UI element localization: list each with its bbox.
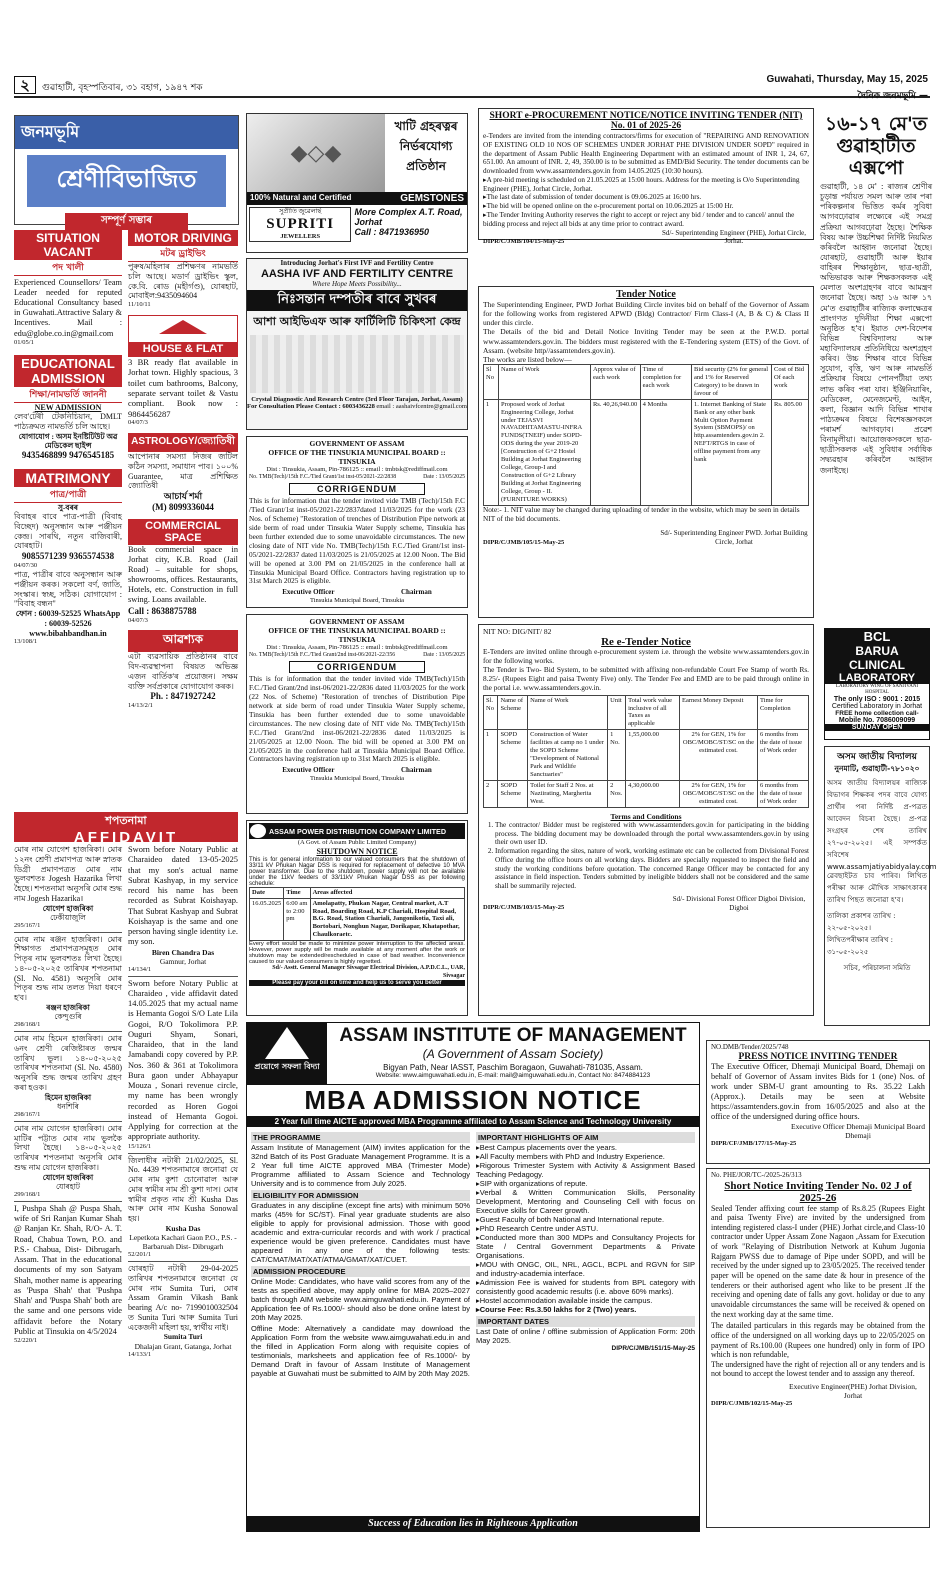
corr-sig-eo: Executive Officer bbox=[282, 766, 335, 775]
list-item: 1. The contractor/ Bidder must be registered with www.assamtenders.gov.in for participating in the bidding process. The bidding document may be downloaded through the portal www.assamtenders.gov.in by using their own user ID. bbox=[495, 821, 809, 847]
snit-body3: The undersigned have the right of rejection all or any tenders and is not bound to accept the lowest tender and to asssign any thereof. bbox=[711, 1359, 925, 1379]
aim-proc-offline: Offline Mode: Alternatively a candidate may download the Application Form from the website www.aimguwahati.edu.in and the filled in Application Form along with requisite copies of testimonials, marksheets and application fee of Rs.1000/- by Demand Draft in favour of Assam Institute of Management payable at Guwahati must be submitted to AIM by 20th May 2025. bbox=[251, 1324, 470, 1378]
corr-address: Dist : Tinsukia, Assam, Pin-786125 :: email : tmbtsk@rediffmail.com bbox=[266, 644, 448, 652]
aim-logo bbox=[247, 1023, 327, 1084]
list-item: ▸ Hostel accommodation available inside the campus. bbox=[476, 1296, 695, 1305]
bcl-logo: BCL bbox=[825, 629, 929, 644]
header-date-assamese: গুৱাহাটী, বৃহস্পতিবাৰ, ৩১ বহাগ, ১৯৪৭ শক bbox=[42, 83, 203, 93]
situation-body: Experienced Counsellors/ Team Leader needed for reputed Educational Consultancy based in Guwahati.Attractive Salary & Incentives. Mail : edu@globe.co.in@gmail.com bbox=[14, 278, 122, 338]
classified-col-a bbox=[14, 230, 122, 790]
affidavit-body: Sworn before Notary Public at Charaideo , vide affidavit dated 14.05.2025 that my actual name is Hemanta Gogoi S/O Late Lila Gogoi, R/O Tokolimora P.P. Ouguri Shyam, Sonari, Charaideo, that in the land Jamabandi copy covered by P.P. Nos. 360 & 361 at Tokolimora Bura gaon under Abhayapur Mouza , Sonari revenue circle, my name has been wrongly recorded as Horen Gogoi instead of Hemanta Gogoi. Applying for correction at the appropriate authority. bbox=[128, 978, 238, 1142]
table-cell: 6 months from the date of issue of Work order bbox=[757, 780, 808, 807]
list-item: ▸ PhD Research Centre under ASTU. bbox=[476, 1224, 695, 1233]
classified-banner-sub: সম্পূৰ্ণ সম্ভাৰ bbox=[65, 213, 188, 230]
matrimony-code2: 13/108/1 bbox=[14, 638, 38, 646]
re-etender-notice bbox=[478, 624, 814, 1016]
affidavit-body: মোৰ নাম যোগেন হাজৰিকা। মোৰ মাটিৰ পট্টাত মোৰ নাম ভুলকৈ লিখা হৈছে। ১৪-০৫-২০২৫ তাৰিখৰ শপতনামা অনুসৰি মোৰ শুদ্ধ নাম যোগেন হাজৰিকা। bbox=[14, 1123, 122, 1172]
affidavit-code: 52/201/1 bbox=[128, 1251, 152, 1259]
pnit-body: The Executive Officer, Dhemaji Municipal Board, Dhemaji on behalf of Governor of Assam invites Bids for 1 (one) Nos. of work under SBM-U grant amounting to Rs. 35.22 Lakh (Approx.). Details may be seen at Website https://assamtenders.gov.in from 16/05/2025 and also at the office of the undersigned during office hours. bbox=[711, 1061, 925, 1121]
house-heading: HOUSE & FLAT bbox=[129, 342, 237, 356]
nit-body: e-Tenders are invited from the intending contractors/firms for execution of "REPAIRING AND RENOVATION OF EXISTING OLD 10 NOS OF SCHEMES UNDER JORHAT PHE DIVISION UNDER SOPD" required in the department of Assam Public Health Engineering Department with an estimated amount of INR 1, 24, 67, 651.00. An amount of INR. 2, 49, 350.00 is to be submitted as EMD/Bid Security. The tender documents can be downloaded from www.assamtenders.gov.in from 14.05.2025 (10:30 hours). bbox=[483, 132, 809, 176]
gems-brand: SUPRITI bbox=[266, 215, 335, 232]
corr-title: CORRIGENDUM bbox=[289, 661, 425, 673]
affidavit-banner bbox=[14, 812, 238, 846]
list-item: ▸ The Tender Inviting Authority reserves the right to accept or reject any bid / tender and to cancel/ annul the bidding process and reject all bids at any time prior to contract award. bbox=[483, 211, 809, 229]
affidavit-signature: Sumita Turi bbox=[163, 1332, 203, 1342]
table-cell: 6:00 am to 2:00 pm bbox=[284, 898, 310, 941]
bcl-cert: Certified Laboratory in Jorhat bbox=[831, 703, 923, 711]
expo-headline-2: গুৱাহাটীত bbox=[836, 135, 916, 157]
house-roof-icon bbox=[159, 320, 207, 334]
aim-name: ASSAM INSTITUTE OF MANAGEMENT bbox=[339, 1025, 687, 1046]
bcl-wing: LABORATORY WING OF SANJIVANI HOSPITAL bbox=[835, 684, 919, 696]
apdcl-col: Date bbox=[250, 887, 284, 898]
commercial-phone: Call : 8638875788 bbox=[128, 605, 197, 616]
aim-elig-heading: ELIGIBILITY FOR ADMISSION bbox=[251, 1190, 470, 1201]
list-item: ▸ The bid will be opened online on the e-procurement portal on 10.06.2025 at 15:00 Hr. bbox=[483, 202, 809, 211]
vidya-address: নুনমাটি, গুৱাহাটী-৭৮১০২০ bbox=[834, 764, 920, 773]
tn-col: Approx value of each work bbox=[590, 364, 640, 399]
table-cell: 6 months from the date of issue of Work order bbox=[757, 730, 808, 781]
pnit-signature: Executive Officer Dhemaji Municipal Board Dhemaji bbox=[791, 1121, 925, 1140]
affidavit-code: 14/133/1 bbox=[128, 1350, 152, 1358]
bcl-name-3: LABORATORY bbox=[825, 672, 929, 684]
ret-col: Name of Scheme bbox=[498, 695, 528, 730]
vidya-date-2: লিখিতপৰীক্ষাৰ তাৰিখ : ৩১-০৫-২০২৫ bbox=[827, 936, 894, 956]
ret-title: Re e-Tender Notice bbox=[601, 636, 691, 649]
affidavit-location: Lepetkota Kachari Gaon P.O., P.S. - Barbaruah Dist- Dibrugarh bbox=[129, 1233, 237, 1252]
apdcl-title: SHUTDOWN NOTICE bbox=[316, 846, 398, 856]
list-item: ▸ Admission Fee is waived for students from BPL category with consistently good academic results (i.e. above 60% marks). bbox=[476, 1278, 695, 1296]
gemstone-icon: ◆◇◆ bbox=[247, 114, 385, 192]
snit-body2: The datailed particulars in this regards may be obtained from the office of the undersigned on all working days up to 22/05/2025 on payment of Rs.100.00 (Rupees one hundred) only in form of IPO which is non refundable, bbox=[711, 1321, 925, 1360]
corr-sig-chair: Chairman bbox=[401, 766, 432, 775]
affidavit-title-en: AFFIDAVIT bbox=[73, 829, 179, 846]
aim-code: DIPR/C/JMB/151/15-May-25 bbox=[611, 1345, 695, 1352]
gems-gemstones: GEMSTONES bbox=[400, 193, 464, 204]
ivf-intro: Introducing Jorhat's First IVF and Fertility Centre bbox=[280, 259, 434, 267]
edu-phone: 9435468899 9476545185 bbox=[21, 450, 115, 461]
affidavit-item bbox=[14, 1124, 122, 1199]
classified-banner-title: শ্ৰেণীবিভাজিত bbox=[25, 153, 228, 209]
affidavit-body: মোৰ নাম হিমেন হাজৰিকা। মোৰ ৬নং শ্ৰেণী ৰেজিষ্টাৰত জন্মৰ তাৰিখ ভুল। ১৪-০৫-২০২৫ তাৰিখৰ শপতনামা (Sl. No. 4580) অনুসৰি শুদ্ধ জন্মৰ তাৰিখ গ্ৰহণ কৰা হওক। bbox=[14, 1034, 122, 1092]
table-cell: 2 Nos. bbox=[608, 780, 626, 807]
matrimony-phone: 9085571239 9365574538 bbox=[21, 551, 115, 562]
astro-name: আচাৰ্য শৰ্মা bbox=[163, 491, 203, 501]
ivf-ad bbox=[246, 258, 468, 430]
apdcl-note: Every effort would be made to minimize power interruption to the affected areas. However, power supply will be made available at any moment after the work or shutdown may be extended/rescheduled in case of bad weather. Inconvenience caused to our valued consumers is highly regretted. bbox=[249, 941, 465, 966]
table-row bbox=[484, 399, 809, 505]
table-cell: Construction of Water facilities at camp no 1 under the SOPD Scheme "Development of National Park and Wildlife Sanctuaries" bbox=[528, 730, 608, 781]
page-header bbox=[14, 74, 930, 101]
bcl-name-1: BARUA bbox=[825, 644, 929, 658]
affidavit-body: যোৰহাট নটাৰী 29-04-2025 তাৰিখৰ শপতনামাৰে জনোৱা যে মোৰ নাম Sumita Turi, মোৰ Assam Gramin Vikash Bank bearing A/c no- 7199010032504 ত Sunita Turi আৰু Sumita Turi একেজনী মহিলা হয়, স্বাৰ্থীয় নাই। bbox=[128, 1264, 238, 1332]
affidavit-code: 295/167/1 bbox=[14, 921, 41, 929]
house-code: 04/07/3 bbox=[128, 419, 148, 427]
apdcl-body: This is for general information to our valued consumers that the shutdown of 33/11 kV Phukan Nagar DSS is required for replacement of defective 10 MVA power transformer. Due to the shutdown, power supply will not be available under the 11kV feeders of 33/11kV Phukan Nagar DSS as per following schedule: bbox=[249, 856, 465, 887]
table-cell: 1 bbox=[484, 730, 498, 781]
tn-col: Cost of Bid Of each work bbox=[772, 364, 809, 399]
aim-prog-body: Assam Institute of Management (AIM) invites application for the 32nd Batch of its Post Graduate Management Programme. It is a 2 Year full time AICTE approved MBA (Trimester Mode) Programme affiliated to Assam Science and Technology University and is to commence from July 2025. bbox=[251, 1143, 470, 1188]
ivf-contact: For Consultation Please Contact : 6003436228 bbox=[247, 403, 375, 411]
list-item: ▸ Best Campus placements over the years. bbox=[476, 1143, 695, 1152]
affidavit-location: Dhalajan Grant, Gatanga, Jorhat bbox=[134, 1341, 232, 1351]
astro-heading: ASTROLOGY/জ্যোতিষী bbox=[128, 433, 238, 452]
snit-signature: Executive Engineer(PHE) Jorhat Division, Jorhat bbox=[789, 1382, 917, 1401]
corr-sig-chair: Chairman bbox=[401, 588, 432, 597]
table-cell: 2% for GEN, 1% for OBC/MOBC/ST/SC on the estimated cost. bbox=[680, 730, 758, 781]
motor-sub: মটৰ ড্ৰাইভিং bbox=[128, 246, 238, 262]
apdcl-table bbox=[249, 887, 465, 942]
matrimony-subhead: সু-বৰৰ bbox=[57, 503, 79, 513]
affidavit-signature: ৰঞ্জন হাজৰিকা bbox=[46, 1002, 90, 1012]
pnit-no: NO.DMB/Tender/2025/748 bbox=[711, 1043, 789, 1051]
gems-phone: Call : 8471936950 bbox=[354, 227, 430, 237]
table-cell: 1. Internet Banking of State Bank or any other bank Multi Option Payment System (SBMOPS)/ on http.assamtenders.gov.in 2. NEFT/RTGS in case of offline payment from any bank bbox=[692, 399, 772, 505]
table-cell: Rs. 40,26,940.00 bbox=[590, 399, 640, 505]
affidavit-body: মোৰ নাম ৰঞ্জন হাজৰিকা। মোৰ শিক্ষাগত প্ৰমাণপত্ৰসমূহত মোৰ পিতৃৰ নাম ভুলবশতঃ লিখা হৈছে। ১৪-০৫-২০২৫ তাৰিখৰ শপতনামা (Sl. No. 4581) অনুসৰি মোৰ পিতৃৰ শুদ্ধ নাম তলত দিয়া ধৰণে হ'ব। bbox=[14, 934, 122, 1003]
classified-col-b bbox=[128, 230, 238, 790]
affidavit-body: Sworn before Notary Public at Charaideo dated 13-05-2025 that my son's actual name Subrat Kashyap, in my service record his name has been recorded as Subrat Koishayap. That Subrat Kashyap and Subrat Koishayap is the same and one person having single identity i.e. my son. bbox=[128, 845, 238, 947]
ivf-tagline: Where Hope Meets Possibility... bbox=[312, 279, 402, 288]
table-cell: 1,55,000.00 bbox=[626, 730, 680, 781]
apdcl-signature: Sd/- Asstt. General Manager Sivsagar Electrical Division, A.P.D.C.L., UAR, Sivsagar bbox=[272, 965, 465, 979]
affidavit-code: 298/167/1 bbox=[14, 1110, 41, 1118]
affidavit-signature: Biren Chandra Das bbox=[151, 947, 215, 957]
affidavit-body: জিলাধীৰ নটাৰী 21/02/2025, Sl. No. 4439 শপতনামাৰে জনোৱা যে মোৰ নাম কুশা চোনোৱাল আৰু মোৰ স্বামীৰ নাম শ্ৰী কুশা দাস। মোৰ স্বামীৰ প্ৰকৃত নাম শ্ৰী Kusha Das আৰু মোৰ নাম Kusha Sonowal হয়। bbox=[128, 1155, 238, 1224]
need-heading: আৱশ্যক bbox=[128, 630, 238, 652]
ivf-headline: নিঃসন্তান দম্পতীৰ বাবে সুখবৰ bbox=[247, 290, 467, 311]
expo-news bbox=[820, 113, 932, 613]
gems-brand-sub: JEWELLERS bbox=[280, 232, 321, 240]
list-item: ▸ Conducted more than 300 MDPs and Consultancy Projects for State / Central Government Departments & Private Organisations. bbox=[476, 1233, 695, 1260]
affidavit-item bbox=[14, 1034, 122, 1119]
gems-tag-as: সুপ্ৰীতি জুৱেলাৰ্ছ bbox=[279, 208, 322, 215]
aim-address: Bigyan Path, Near IASST, Paschim Boragaon, Guwahati-781035, Assam. bbox=[383, 1063, 643, 1072]
corrigendum-2 bbox=[246, 614, 468, 814]
snit-body: Sealed Tender affixing court fee stamp of Rs.8.25 (Rupees Eight and paisa Twenty Five) are invited by the undersigned from intending registered class-I under (PHE) Jorhat circle,and Class-10 contractor under Upper Assam Zone Nagaon ,Assam for Execution of work "Relaying of Distribution Network at Kuhum Jugonia Rajgarn PWSS due to damage of Pipe under SOPD, and will be received by the under signed up to 23/05/2025. The received tender paper will be opened on the same date & hour in presence of the tenderers or their authorised agent who like to be present .If the receiving and opening date of falls any govt. holiday or due to any unavoidable circumstances the same will be received & opened on the next working day at the same time. bbox=[711, 1203, 925, 1319]
gems-tagline: খাটি গ্ৰহৰত্নৰ নিৰ্ভৰযোগ্য প্ৰতিষ্ঠান bbox=[394, 119, 458, 173]
aim-footer: Success of Education lies in Righteous Application bbox=[247, 1516, 699, 1531]
commercial-heading: COMMERCIAL SPACE bbox=[128, 519, 238, 545]
house-body: 3 BR ready flat available in Jorhat town. Highly spacious, 3 toilet cum bathrooms, Balcony, separate servant toilet & Vastu compliant. Book now : 9864456287 bbox=[128, 356, 238, 419]
matrimony-code: 04/07/30 bbox=[14, 562, 38, 570]
tn-body: The Superintending Engineer, PWD Jorhat Building Circle invites bid on behalf of the Governor of Assam for the following works from registered APWD (Bldg) Contractor/ Firm Class-I (A, B & C) & Class II under this circle. bbox=[483, 300, 809, 328]
astro-phone: (M) 8099336044 bbox=[152, 501, 214, 512]
tn-col: Time of completion for each work bbox=[640, 364, 691, 399]
list-item: ▸ Guest Faculty of both National and International repute. bbox=[476, 1215, 695, 1224]
page-number: ২ bbox=[14, 76, 36, 94]
affidavit-location: Gamnur, Jorhat bbox=[159, 956, 207, 966]
corr-board: Tinsukia Municipal Board, Tinsukia bbox=[309, 774, 405, 782]
aim-web: Website: www.aimguwahati.edu.in, E-mail: mail@aimguwahati.edu.in, Contact No: 8474884123 bbox=[375, 1072, 651, 1079]
affidavit-item bbox=[128, 1156, 238, 1260]
astro-body: আপোনাৰ সমস্যা নিজৰ জটিল কঠিন সমস্যা, সমাধান পাব। ১০০% Guarantee, মাত্ৰ প্ৰশিক্ষিত জ্যোতিষী bbox=[128, 452, 238, 491]
table-cell: 16.05.2025 bbox=[250, 898, 284, 941]
nit-signature: Sd/- Superintending Engineer (PHE), Jorhat Circle, Jorhat. bbox=[661, 228, 807, 246]
situation-sub: পদ খালী bbox=[14, 260, 122, 276]
edu-contact: যোগাযোগ : অসম ইনষ্টিটিউট অৱ মেডিকেল ছাইন্স bbox=[18, 431, 118, 450]
ret-col: Earnest Money Deposit bbox=[680, 695, 758, 730]
affidavit-code: 14/134/1 bbox=[128, 965, 152, 973]
commercial-body: Book commercial space in Jorhat city, K.B. Road (Jail Road) – suitable for shops, showrooms, offices. Restaurants, Hotels, etc. Construction in full swing. Loans available. bbox=[128, 544, 238, 605]
corr-board: Tinsukia Municipal Board, Tinsukia bbox=[309, 596, 405, 604]
header-date-english: Guwahati, Thursday, May 15, 2025 bbox=[766, 74, 928, 85]
edu-sub: শিক্ষা/নামভৰ্তি জাননী bbox=[14, 387, 122, 403]
corrigendum-1 bbox=[246, 436, 468, 608]
classified-banner bbox=[14, 115, 239, 225]
affidavit-location: ঢেকীয়াজুলি bbox=[50, 912, 86, 922]
affidavit-col-left bbox=[14, 845, 122, 1525]
bcl-name-2: CLINICAL bbox=[825, 658, 929, 672]
aim-highlights bbox=[476, 1143, 695, 1314]
list-item: ▸ Course Fee: Rs.3.50 lakhs for 2 (Two) years. bbox=[476, 1305, 695, 1314]
affidavit-location: ধনশিৰি bbox=[57, 1101, 79, 1111]
aim-dates: Last Date of online / offline submission of Application Form: 20th May 2025. bbox=[476, 1327, 695, 1345]
affidavit-body: মোৰ নাম যোগেশ হাজৰিকা। মোৰ ১২নং শ্ৰেণী প্ৰমাণপত্ৰ আৰু স্নাতক ডিগ্ৰী প্ৰমাণপত্ৰত মোৰ নাম ভুলবশতঃ Jogesh Hazarika লিখা হৈছে। শপতনামা অনুসৰি মোৰ শুদ্ধ নাম Jogesh Hazarika। bbox=[14, 845, 122, 903]
press-nit-dhemaji bbox=[706, 1040, 930, 1164]
ret-terms-title: Terms and Conditions bbox=[610, 811, 682, 821]
affidavit-signature: যোগেশ হাজৰিকা bbox=[42, 903, 94, 913]
ivf-email: email : aashaivfcentre@gmail.com bbox=[376, 403, 467, 411]
apdcl-footer: Please pay your bill on time and help us to serve you better bbox=[249, 980, 465, 986]
tn-col: Bid security (2% for general and 1% for Reserved Category) to be drawn in favour of bbox=[692, 364, 772, 399]
corr-no: No. TMB(Tech)/15th F.C./Tied Grant/2nd inst-06/2021-22/356 bbox=[249, 652, 396, 659]
motor-heading: MOTOR DRIVING bbox=[128, 230, 238, 246]
affidavit-code: 52/220/1 bbox=[14, 1337, 38, 1345]
list-item: ▸ The last date of submission of tender document is 09.06.2025 at 16:00 hrs. bbox=[483, 193, 809, 202]
affidavit-title-as: শপতনামা bbox=[105, 814, 147, 827]
ret-table bbox=[483, 695, 809, 808]
situation-code: 01/05/1 bbox=[14, 338, 34, 346]
ret-body: E-Tenders are invited online through e-procurement system i.e. through the website www.assamtenders.gov.in for the following works. bbox=[483, 647, 809, 666]
situation-heading: SITUATION VACANT bbox=[14, 230, 122, 260]
nit-phe-jorhat bbox=[478, 108, 814, 246]
affidavit-item bbox=[128, 845, 238, 974]
affidavit-signature: হিমেন হাজৰিকা bbox=[44, 1092, 92, 1102]
gems-address: More Complex A.T. Road, Jorhat bbox=[354, 207, 463, 227]
motor-body: পুৰুষ/মহিলাৰ প্ৰশিক্ষণৰ নামভৰ্তি চলি আছে। মডাৰ্ণ ড্ৰাইভিং স্কুল, কে.বি. ৰোড (মহীৰ্গণ্ড), যোৰহাট, মোবাইল:9435094604 bbox=[128, 262, 238, 301]
affidavit-signature: Kusha Das bbox=[165, 1223, 201, 1233]
affidavit-item bbox=[14, 935, 122, 1029]
table-cell: 1 No. bbox=[608, 730, 626, 781]
house-flat-banner bbox=[128, 315, 238, 357]
aim-proc-heading: ADMISSION PROCEDURE bbox=[251, 1266, 470, 1277]
affidavit-location: কেন্দুগুৰি bbox=[54, 1012, 82, 1022]
list-item: ▸ A pre-bid meeting is scheduled on 21.05.2025 at 15:00 hours. Address for the meeting is O/o Superintending Engineer (PHE), Jorhat Circle, Jorhat. bbox=[483, 176, 809, 194]
corr-title: CORRIGENDUM bbox=[289, 483, 425, 495]
table-cell: Proposed work of Jorhat Engineering College, Jorhat under TEJASVI NAVADHITAMASTU-INFRA FUNDS(TNEIF) under SOPD-ODS during the year 2019-20 [Construction of G+2 Hostel Building at Jorhat Engineering College, Group-I and Construction of G+2 Library Building at Jorhat Engineering College, Group - II. (FURNITURE WORKS) bbox=[498, 399, 590, 505]
corr-office: OFFICE OF THE TINSUKIA MUNICIPAL BOARD :: TINSUKIA bbox=[268, 626, 446, 645]
aim-logo-motto: প্ৰয়োগে সফলা বিদ্যা bbox=[254, 1062, 320, 1071]
affidavit-body: I, Pushpa Shah @ Puspa Shah, wife of Sri Ranjan Kumar Shah @ Ranjan Kr. Shah, R/O- A. T. Road, Chabua Town, P.O. and P.S.- Chabua, Dist- Dibrugarh, Assam. That in the educational documents of my son Satyam Shah, mother name is appearing as 'Puspa Shah' that 'Pushpa Shah' and 'Puspa Shah' both are the same and one persons vide affidavit before the Notary Public at Tinsukia on 4/5/2024 bbox=[14, 1203, 122, 1336]
list-item: ▸ Rigorous Trimester System with Activity & Assignment Based Teaching Pedagogy. bbox=[476, 1161, 695, 1179]
tn-col: Sl No bbox=[484, 364, 499, 399]
ret-col: Name of Work bbox=[528, 695, 608, 730]
bcl-ad bbox=[824, 628, 930, 740]
snit-code: DIPR/C/JMB/102/15-May-25 bbox=[711, 1400, 793, 1408]
ivf-sub-headline: আশা আইভিএফ আৰু ফাৰ্টিলিটি চিকিৎসা কেন্দ্ৰ bbox=[253, 314, 461, 328]
tn-table bbox=[483, 364, 809, 506]
affidavit-code: 299/168/1 bbox=[14, 1190, 41, 1198]
table-cell: Amolapatty, Phukan Nagar, Central market, A.T Road, Boarding Road, K.P Chariali, Hospital Road, B.G. Road, Station Chariali, Jangonikotia, Taxi ali, Bortobari, Nonghun Nagar, Dorikapar, Khatapothar, Chaulkoraetc. bbox=[310, 898, 464, 941]
affidavit-location: যোৰহাট bbox=[56, 1181, 80, 1191]
list-item: ▸ All Faculty members with PhD and Industry Experience. bbox=[476, 1152, 695, 1161]
affidavit-signature: যোগেন হাজৰিকা bbox=[42, 1172, 94, 1182]
bcl-home: FREE home collection call- bbox=[835, 710, 919, 718]
ivf-name: AASHA IVF AND FERTILITY CENTRE bbox=[260, 267, 454, 280]
ret-col: Time for Completion bbox=[757, 695, 808, 730]
table-row bbox=[250, 898, 465, 941]
gems-ad bbox=[246, 113, 468, 253]
classified-banner-top: জনমভূমি bbox=[15, 116, 238, 149]
affidavit-item bbox=[128, 1264, 238, 1358]
ivf-services-list bbox=[250, 335, 464, 393]
motor-code: 11/10/11 bbox=[128, 301, 151, 308]
corr-address: Dist : Tinsukia, Assam, Pin-786125 :: email : tmbtsk@rediffmail.com bbox=[266, 466, 448, 474]
expo-body: গুৱাহাটী, ১৪ মে' : ৰাজ্যৰ শ্ৰেণীৰ চুড়ান্ত পৰ্যায়ত সমল আৰু তাৰ পৰা পৰিকল্পনাৰ ভিত্তিত কৰ্মৰ সুবিধা আগবঢ়োৱাৰ লক্ষ্যেৰে এই সমগ্ৰ প্ৰক্ৰিয়া আগবঢ়োৱা হৈছে। শৈক্ষিক বিষয় আৰু উচ্চশিক্ষা নিৰ্দিষ্ট নিয়মিত কৰিবলৈ আহ্বান জনোৱা হৈছে। যোৰহাট, গুৱাহাটী আৰু ইয়াৰ বাহিৰৰ শিক্ষানুষ্ঠান, ছাত্ৰ-ছাত্ৰী, অভিভাৱক আৰু শিক্ষকসকলক এই মেলাত অংশগ্ৰহণৰ বাবে আমন্ত্ৰণ জনোৱা হৈছে। অহা ১৬ আৰু ১৭ মে'ত গুৱাহাটীৰ ৰাজ্যিক কলাক্ষেত্ৰৰ প্ৰাংগণত দুদিনীয়া শিক্ষা এক্সপো অনুষ্ঠিত হ'ব। ইয়াত দেশ-বিদেশৰ বিভিন্ন বিশ্ববিদ্যালয় আৰু মহাবিদ্যালয়ৰ প্ৰতিনিধিয়ে অংশগ্ৰহণ কৰিব। উচ্চ শিক্ষাৰ বাবে বিভিন্ন সুযোগ, বৃত্তি, ঋণ আৰু নামভৰ্তি প্ৰক্ৰিয়াৰ বিষয়ে পোনপটীয়া তথ্য লাভ কৰিব পৰা যাব। ইঞ্জিনিয়াৰিং, মেডিকেল, মেনেজমেণ্ট, আইন, কলা, বিজ্ঞান আদি বিভিন্ন শাখাৰ পাঠ্যক্ৰমৰ বিষয়ে বিশেষজ্ঞসকলে পৰামৰ্শ আগবঢ়াব। প্ৰৱেশ বিনামূলীয়া। আয়োজকসকলে ছাত্ৰ-ছাত্ৰীসকলক এই সুবিধাৰ সৰ্বাধিক সদ্ব্যৱহাৰ কৰিবলৈ আহ্বান জনাইছে। bbox=[820, 182, 932, 475]
table-cell: SOPD Scheme bbox=[498, 780, 528, 807]
edu-heading: EDUCATIONAL ADMISSION bbox=[14, 355, 122, 387]
list-item: ▸ SIP with organizations of repute. bbox=[476, 1179, 695, 1188]
table-cell: 4,30,000.00 bbox=[626, 780, 680, 807]
aim-mba-title: MBA ADMISSION NOTICE bbox=[304, 1085, 642, 1115]
list-item: ▸ Verbal & Written Communication Skills, Personality Development, Mentoring and Counseling Cell with focus on Executive skills for Career growth. bbox=[476, 1188, 695, 1215]
pnit-title: PRESS NOTICE INVITING TENDER bbox=[738, 1051, 898, 1062]
affidavit-item bbox=[14, 845, 122, 930]
table-cell: 1 bbox=[484, 399, 499, 505]
aim-strip: 2 Year full time AICTE approved MBA Programme affiliated to Assam Science and Technology University bbox=[247, 1116, 699, 1127]
tn-body3: The works are listed below— bbox=[483, 354, 572, 364]
tn-body2: The Details of the bid and Detail Notice Inviting Tender may be seen at the P.W.D. portal www.assamtenders.gov.in. The bidders must registered with the E-Tendering system (ETS) of the Govt. of Assam. (website http//assamtenders.gov.in). bbox=[483, 327, 809, 355]
aim-elig-body: Graduates in any discipline (except fine arts) with minimum 50% marks (45% for SC/ST). Final year graduate students are also eligible to apply for provisional admission. Those with good academic and extra-curricular records and with work / practical experience would be given preference. Candidates must have appeared in any one of the following tests: CAT/CMAT/MAT/XAT/ATMA/GMAT/XAT/CUET. bbox=[251, 1201, 470, 1264]
affidavit-code: 298/168/1 bbox=[14, 1021, 41, 1029]
nit-points bbox=[483, 176, 809, 229]
matrimony-body: বিবাহৰ বাবে পাত্ৰ-পাত্ৰী (বিবাহ বিচ্ছেদ) অনুসন্ধান আৰু পঞ্জীয়ন কেন্দ্ৰ। সাৰথি, নতুন বাজিবাৰী, যোৰহাট। bbox=[14, 512, 122, 551]
vidya-date-1: তালিকা প্ৰকাশৰ তাৰিখ : ২২-০৫-২০২৫। bbox=[827, 912, 896, 932]
corr-govt: GOVERNMENT OF ASSAM bbox=[309, 617, 405, 626]
apdcl-notice bbox=[246, 820, 468, 1016]
ret-col: Sl. No bbox=[484, 695, 498, 730]
aim-high-heading: IMPORTANT HIGHLIGHTS OF AIM bbox=[476, 1132, 695, 1143]
edu-body: লেব'টেৰী টেকনিচিয়ান, DMLT পাঠ্যক্ৰমত নামভৰ্তি চলি আছে। bbox=[14, 412, 122, 432]
tn-title: Tender Notice bbox=[616, 289, 676, 300]
corr-body: This is for information that the tender invited vide TMB(Tech)/15th F.C./Tied Grant/2nd inst-06/2021-22/2836 dated 11/03/2025 for the work (22 Nos. of Scheme) "Restoration of trenches of Distribution Pipe network at side berm of road under Tinsukia Water Supply scheme, Tinsukia has been further extended due to some unavoidable circumstances. The new closing date of NIT vide No. TMB(Tech)/15th F.C./Tied Grant/2nd inst-06/2021-22/2836 dated 11/03/2025 is 21/05/2025 at 12.00 Noon. The bid will be opened at 3.00 PM on 21/05/2025 in the conference hall at Tinsukia Municipal Board Office. Contractors having registration up to 31st March 2025 is eligible. bbox=[249, 674, 465, 764]
ret-col: Unit bbox=[608, 695, 626, 730]
need-body: এটা ব্যৱসায়িক প্ৰতিষ্ঠানৰ বাবে বিদ-ব্যৱস্থাপনা বিষয়ত অভিজ্ঞ এজন বাৰ্তিক'ৰ প্ৰয়োজন। সক্ষম ব্যক্তি সৰ্বপ্ৰকাৰে যোগাযোগ কৰক। bbox=[128, 652, 238, 691]
vidya-name: অসম জাতীয় বিদ্যালয় bbox=[837, 752, 917, 762]
vidya-body: অসম জাতীয় বিদ্যালয়ৰ ৰাজ্যিক বিভাগৰ শিক্ষকৰ পদৰ বাবে যোগ্য প্ৰাৰ্থীৰ পৰা নিৰ্দিষ্ট প্ৰ-পত্ৰত আবেদন বিচৰা হৈছে। প্ৰ-পত্ৰ সংগ্ৰহৰ শেষ তাৰিখ ২৭-০৫-২০২৫। এই সম্পৰ্কত সবিশেষ www.assamjatiyabidyalay.com ৱেবছাইটত চাব পাৰিব। লিখিত পৰীক্ষা আৰু মৌখিক সাক্ষাৎকাৰৰ তাৰিখ পিছত জনোৱা হ'ব। bbox=[827, 778, 937, 904]
snit-no: No. PHE/JOR/TC-/2025-26/313 bbox=[711, 1171, 802, 1179]
matrimony-heading: MATRIMONY bbox=[14, 469, 122, 487]
ret-terms bbox=[483, 821, 809, 891]
table-row bbox=[484, 730, 809, 781]
matrimony-body2: পাত্ৰ, পাত্ৰীৰ বাবে অনুসন্ধান আৰু পঞ্জীয়ন কৰক। সকলো বৰ্ণ, জাতি, সংস্কাৰ। স্বচ্ছ, সঠিক। যোগাযোগ : "বিবাহ বন্ধন" bbox=[14, 570, 122, 609]
corr-date: Date : 13/05/2025 bbox=[423, 652, 465, 659]
need-code: 14/13/2/1 bbox=[128, 702, 153, 710]
apdcl-col: Time bbox=[284, 887, 310, 898]
corr-sig-eo: Executive Officer bbox=[282, 588, 335, 597]
vidyalay-notice bbox=[824, 746, 937, 1026]
snit-title: Short Notice Inviting Tender No. 02 J of 2025-26 bbox=[724, 1179, 912, 1204]
pnit-code: DIPR/CF/JMB/177/15-May-25 bbox=[711, 1139, 797, 1147]
tn-code: DIPR/C/JMB/105/15-May-25 bbox=[483, 538, 565, 546]
aim-sub: (A Government of Assam Society) bbox=[422, 1047, 604, 1061]
apdcl-name: ASSAM POWER DISTRIBUTION COMPANY LIMITED bbox=[269, 826, 447, 836]
matrimony-sub: পাত্ৰ/পাত্ৰী bbox=[14, 487, 122, 503]
expo-headline-1: ১৬-১৭ মে'ত bbox=[824, 113, 928, 135]
matrimony-phone2: ফোন : 60039-52525 WhatsApp : 60039-52526 www.bibahbandhan.in bbox=[15, 609, 121, 638]
aim-prog-heading: THE PROGRAMME bbox=[251, 1132, 470, 1143]
commercial-code: 04/07/3 bbox=[128, 616, 148, 624]
corr-govt: GOVERNMENT OF ASSAM bbox=[309, 439, 405, 448]
table-cell: 2% for GEN, 1% for OBC/MOBC/ST/SC on the estimated cost. bbox=[680, 780, 758, 807]
vidya-signature: সচিব, পৰিচালনা সমিতি bbox=[843, 964, 911, 972]
aim-ad bbox=[246, 1022, 700, 1532]
aim-dates-heading: IMPORTANT DATES bbox=[476, 1316, 695, 1327]
need-phone: Ph. : 8471927242 bbox=[150, 691, 216, 702]
table-cell: 4 Months bbox=[640, 399, 691, 505]
corr-date: Date : 13/05/2025 bbox=[423, 474, 465, 481]
list-item: 2. Information regarding the sites, nature of work, working estimate etc can be collected from Divisional Forest Office during the office hours on all working days. Bidders are specially requested to inspect the field and study the working conditions before quotation. The concerned Range Officer may be contacted for any assistance in field inspection. Tenders submitted by ineligible bidders shall not be considered and the same shall be summarily rejected. bbox=[495, 847, 809, 891]
corr-body: This is for information that the tender invited vide TMB (Tech)/15th F.C /Tied Grant/1st inst-05/2021-22/2837dated 11/03/2025 for the work (23 Nos. of Scheme) "Restoration of trenches of Distribution Pipe network at side berm of road under Tinsukia Water Supply scheme, Tinsukia has been further extended due to some unavoidable circumstances. The new closing date of NIT vide No. TMB(Tech)/15th F.C./Tied Grant/1st inst-05/2021-22/2837 dated 11/03/2025 is 21/05/2025 at 12.00 Noon. The Bid will be opened at 3.00 PM on 21/05/2025 in the conference hall at Tinsukia Municipal Board Office. Contractors having registration up to 31st March 2025 is eligible. bbox=[249, 496, 465, 586]
apdcl-logo-icon bbox=[250, 824, 266, 838]
affidavit-item bbox=[128, 979, 238, 1151]
apdcl-sub: (A Govt. of Assam Public Limited Company) bbox=[297, 839, 417, 846]
nit-title: SHORT e-PROCUREMENT NOTICE/NOTICE INVITING TENDER (NIT) No. 01 of 2025-26 bbox=[489, 111, 803, 131]
edu-new: NEW ADMISSION bbox=[34, 402, 102, 412]
affidavit-item bbox=[14, 1204, 122, 1345]
ret-code: DIPR/C/JMB/103/15-May-25 bbox=[483, 904, 565, 912]
expo-headline-3: এক্সপো bbox=[848, 157, 904, 179]
table-cell: Rs. 805.00 bbox=[772, 399, 809, 505]
nit-code: DIPR/C/JMB/104/15-May-25 bbox=[483, 237, 565, 245]
ret-col: Total work value inclusive of all Taxes as applicable bbox=[626, 695, 680, 730]
ret-no: NIT NO: DIG/NIT/ 82 bbox=[483, 627, 552, 636]
gems-natural: 100% Natural and Certified bbox=[250, 193, 352, 202]
tn-col: Name of Work bbox=[498, 364, 590, 399]
tn-note: Note:- 1. NIT value may be changed during uploading of tender in the website, which may be seen in details NIT of the bid documents. bbox=[483, 504, 800, 523]
affidavit-code: 15/126/1 bbox=[128, 1142, 152, 1150]
ret-signature: Sd/- Divisional Forest Officer Digboi Division, Digboi bbox=[672, 894, 806, 912]
list-item: ▸ MOU with ONGC, OIL, NRL, AGCL, BCPL and RGVN for SIP and industry-academia interface. bbox=[476, 1260, 695, 1278]
ivf-footer: Crystal Diagnostic And Research Centre (3rd Floor Tarajan, Jorhat, Assam) bbox=[251, 395, 463, 403]
header-paper-name: দৈনিক জনমভূমি — bbox=[857, 91, 928, 101]
bcl-sunday: SUNDAY OPEN bbox=[825, 724, 929, 731]
table-cell: SOPD Scheme bbox=[498, 730, 528, 781]
tender-notice-pwd bbox=[478, 286, 814, 618]
ret-body2: The Tender is Two- Bid System, to be submitted with affixing non-refundable Court Fee Stamp of worth Rs. 8.25/- (Rupees Eight and paisa Twenty Five) only. The Tender Fee and EMD are to be paid through online in the portal i.e. www.assamtenders.gov.in. bbox=[483, 664, 809, 692]
table-cell: Toilet for Staff 2 Nos. at Naziirating, Margherita West. bbox=[528, 780, 608, 807]
bcl-iso: The only ISO : 9001 : 2015 bbox=[833, 696, 921, 704]
apdcl-col: Areas affected bbox=[310, 887, 464, 898]
short-nit-phe bbox=[706, 1168, 930, 1528]
corr-office: OFFICE OF THE TINSUKIA MUNICIPAL BOARD :: TINSUKIA bbox=[268, 448, 446, 467]
corr-no: No. TMB(Tech)/15th F.C./Tied Grant/1st inst-05/2021-22/2838 bbox=[249, 474, 397, 481]
aim-proc-online: Online Mode: Candidates, who have valid scores from any of the tests as specified above, may apply online for MBA 2025–2027 batch through AIM website www.aimguwahati.edu.in. Payment of Application fee of Rs.1000/- should also be done online latest by 20th May 2025. bbox=[251, 1277, 470, 1322]
aim-logo-icon bbox=[265, 1027, 309, 1059]
table-cell: 2 bbox=[484, 780, 498, 807]
table-row bbox=[484, 780, 809, 807]
bcl-mobile: Mobile No. 7086009099 bbox=[838, 717, 916, 725]
tn-signature: Sd/- Superintending Engineer PWD. Jorhat Building Circle, Jorhat bbox=[660, 529, 808, 546]
affidavit-col-right bbox=[128, 845, 238, 1525]
